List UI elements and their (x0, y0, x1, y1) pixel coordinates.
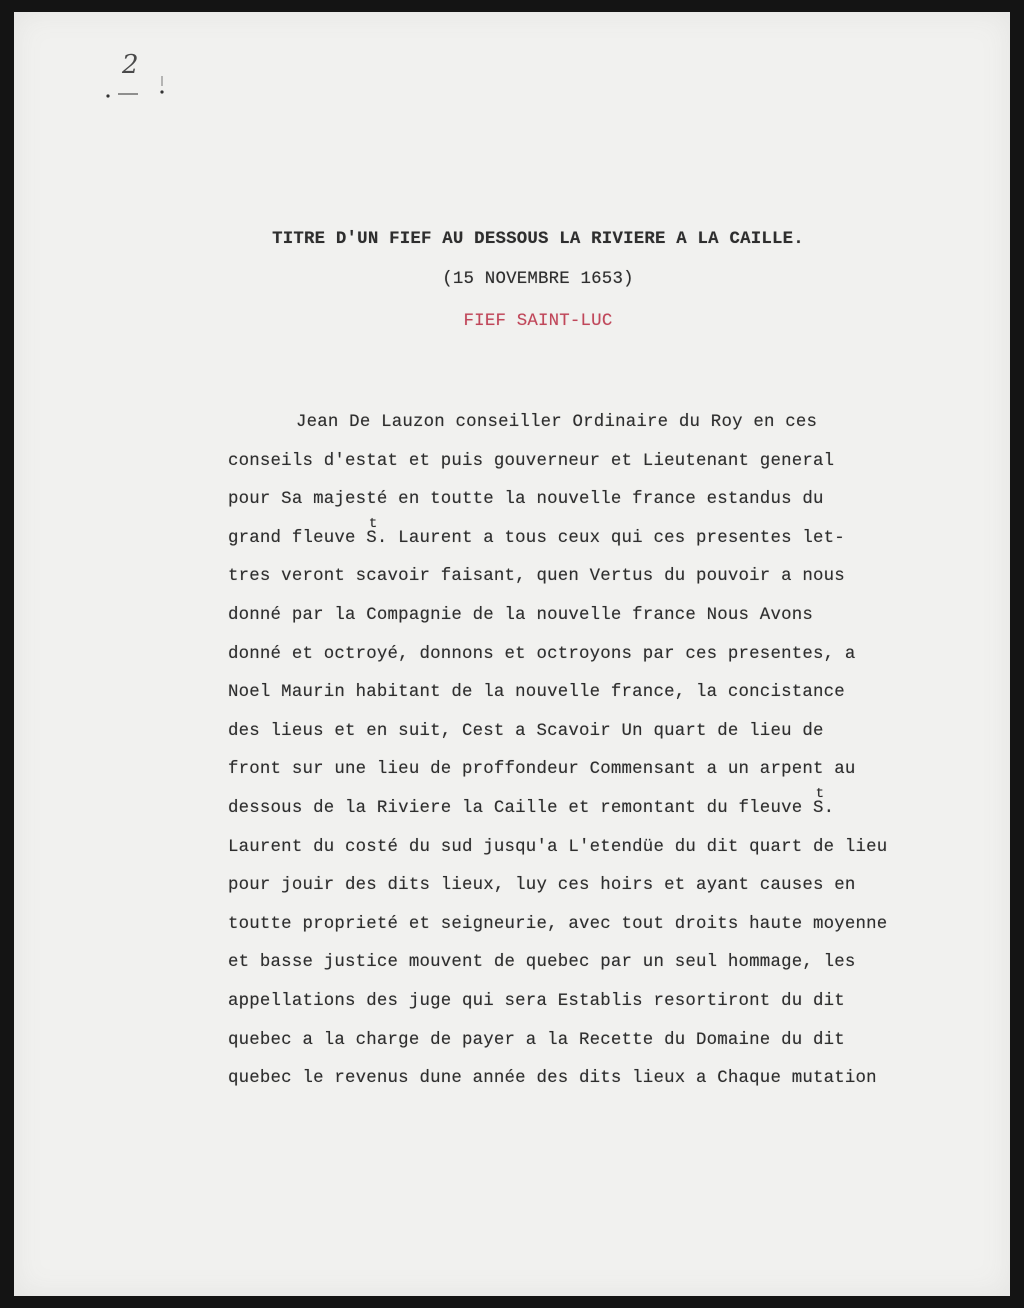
body-line: dessous de la Riviere la Caille et remontant du fleuve St. (228, 785, 835, 818)
body-line: et basse justice mouvent de quebec par un seul hommage, les (228, 953, 856, 973)
body-line: quebec a la charge de payer a la Recette du Domaine du dit (228, 1030, 845, 1050)
body-line: Noel Maurin habitant de la nouvelle france, la concistance (228, 683, 845, 703)
line-text: dessous de la Riviere la Caille et remontant du fleuve S (228, 798, 824, 818)
body-line: quebec le revenus dune année des dits lieux a Chaque mutation (228, 1069, 877, 1089)
line-text: . (823, 798, 835, 818)
body-line: grand fleuve St. Laurent a tous ceux qui ces presentes let- (228, 515, 845, 548)
handwritten-page-number: 2 (122, 50, 139, 80)
line-text: . Laurent a tous ceux qui ces presentes let- (376, 528, 845, 548)
line-text: grand fleuve S (228, 528, 377, 548)
body-line: pour jouir des dits lieux, luy ces hoirs et ayant causes en (228, 876, 856, 896)
document-title: TITRE D'UN FIEF AU DESSOUS LA RIVIERE A LA CAILLE. (272, 230, 804, 249)
body-line: donné et octroyé, donnons et octroyons par ces presentes, a (228, 644, 856, 664)
body-line: front sur une lieu de proffondeur Commensant a un arpent au (228, 760, 856, 780)
body-line: appellations des juge qui sera Establis resortiront du dit (228, 991, 845, 1011)
pencil-marks (104, 74, 174, 104)
body-line: toutte proprieté et seigneurie, avec tout droits haute moyenne (228, 914, 888, 934)
fief-name: FIEF SAINT-LUC (463, 312, 613, 331)
body-line: tres veront scavoir faisant, quen Vertus du pouvoir a nous (228, 567, 845, 587)
body-line: donné par la Compagnie de la nouvelle france Nous Avons (228, 605, 813, 625)
document-date: (15 NOVEMBRE 1653) (442, 270, 634, 289)
body-line: Laurent du costé du sud jusqu'a L'etendüe du dit quart de lieu (228, 837, 888, 857)
body-line: conseils d'estat et puis gouverneur et Lieutenant general (228, 451, 835, 471)
body-line: pour Sa majesté en toutte la nouvelle france estandus du (228, 490, 824, 510)
document-body (228, 404, 958, 1099)
body-line: Jean De Lauzon conseiller Ordinaire du Roy en ces (296, 413, 818, 432)
body-line: des lieus et en suit, Cest a Scavoir Un quart de lieu de (228, 721, 824, 741)
